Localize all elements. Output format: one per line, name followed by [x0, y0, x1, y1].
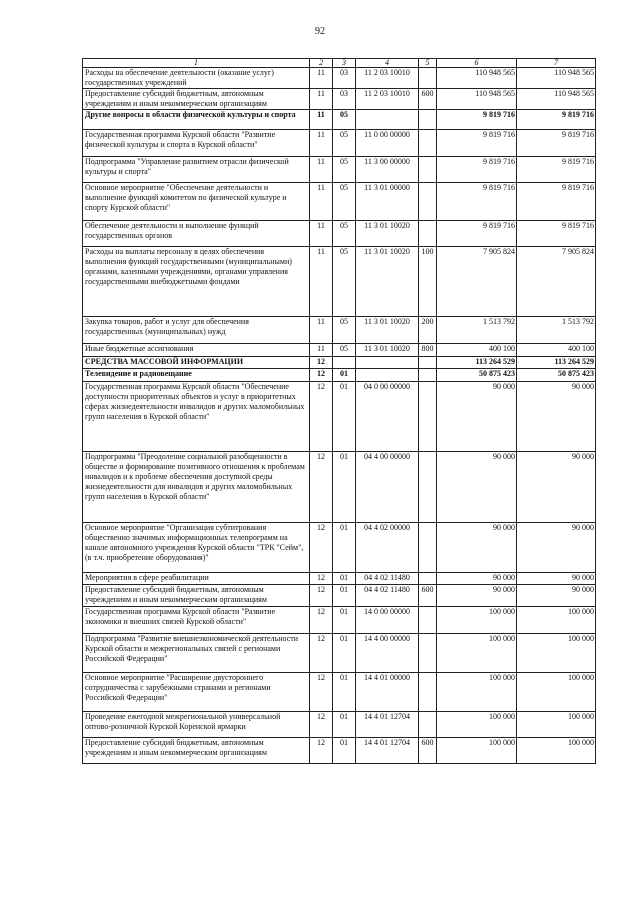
amount-cell: 7 905 824 [437, 247, 517, 317]
row-name-cell: Государственная программа Курской области "Развитие физической культуры и спорта в Курской области" [83, 130, 310, 157]
table-row [83, 110, 596, 130]
column-header: 5 [419, 59, 437, 68]
page-number: 92 [315, 26, 325, 37]
expense-type-cell [419, 607, 437, 634]
budget-table [82, 58, 596, 764]
amount-cell: 7 905 824 [517, 247, 596, 317]
section-code-cell: 12 [310, 357, 333, 369]
section-code-cell: 12 [310, 607, 333, 634]
target-article-cell: 11 2 03 10010 [356, 68, 419, 89]
subsection-code-cell: 01 [333, 712, 356, 738]
section-code-cell: 11 [310, 130, 333, 157]
section-code-cell: 11 [310, 344, 333, 357]
column-header: 3 [333, 59, 356, 68]
expense-type-cell: 600 [419, 738, 437, 764]
expense-type-cell [419, 573, 437, 585]
amount-cell: 90 000 [437, 573, 517, 585]
amount-cell: 113 264 529 [517, 357, 596, 369]
section-code-cell: 11 [310, 68, 333, 89]
amount-cell: 90 000 [517, 573, 596, 585]
row-name-cell: Основное мероприятие "Организация субтитрования общественно значимых информационных телепрограмм на канале автономного учреждения Курской области "ТРК "Сейм", (в т.ч. приобретение оборудования)" [83, 523, 310, 573]
subsection-code-cell: 05 [333, 247, 356, 317]
target-article-cell: 11 3 00 00000 [356, 157, 419, 183]
row-name-cell: Государственная программа Курской области "Развитие экономики и внешних связей Курской области" [83, 607, 310, 634]
table-row [83, 89, 596, 110]
amount-cell: 110 948 565 [437, 68, 517, 89]
section-code-cell: 11 [310, 317, 333, 344]
target-article-cell: 04 4 02 11480 [356, 573, 419, 585]
subsection-code-cell: 01 [333, 452, 356, 523]
section-code-cell: 11 [310, 89, 333, 110]
row-name-cell: Подпрограмма "Развитие внешнеэкономической деятельности Курской области и межрегиональных связей с регионами Российской Федерации" [83, 634, 310, 673]
column-header: 2 [310, 59, 333, 68]
section-code-cell: 12 [310, 452, 333, 523]
expense-type-cell [419, 382, 437, 452]
target-article-cell: 11 3 01 10020 [356, 317, 419, 344]
expense-type-cell: 600 [419, 89, 437, 110]
subsection-code-cell: 01 [333, 738, 356, 764]
amount-cell: 100 000 [437, 607, 517, 634]
amount-cell: 100 000 [517, 607, 596, 634]
table-row [83, 130, 596, 157]
subsection-code-cell: 01 [333, 673, 356, 712]
amount-cell: 90 000 [517, 452, 596, 523]
row-name-cell: Телевидение и радиовещание [83, 369, 310, 382]
amount-cell: 9 819 716 [517, 221, 596, 247]
subsection-code-cell: 01 [333, 634, 356, 673]
table-row [83, 452, 596, 523]
table-row [83, 634, 596, 673]
target-article-cell: 11 0 00 00000 [356, 130, 419, 157]
target-article-cell: 11 3 01 10020 [356, 221, 419, 247]
amount-cell: 100 000 [437, 673, 517, 712]
column-header: 1 [83, 59, 310, 68]
row-name-cell: Подпрограмма "Управление развитием отрасли физической культуры и спорта" [83, 157, 310, 183]
table-row [83, 607, 596, 634]
amount-cell: 90 000 [437, 452, 517, 523]
table-row [83, 382, 596, 452]
target-article-cell [356, 369, 419, 382]
amount-cell: 9 819 716 [437, 110, 517, 130]
expense-type-cell [419, 183, 437, 221]
amount-cell: 1 513 792 [437, 317, 517, 344]
section-code-cell: 12 [310, 738, 333, 764]
column-number-header-row [83, 59, 596, 68]
column-header: 4 [356, 59, 419, 68]
amount-cell: 110 948 565 [437, 89, 517, 110]
section-code-cell: 12 [310, 712, 333, 738]
amount-cell: 110 948 565 [517, 89, 596, 110]
amount-cell: 400 100 [517, 344, 596, 357]
row-name-cell: СРЕДСТВА МАССОВОЙ ИНФОРМАЦИИ [83, 357, 310, 369]
amount-cell: 1 513 792 [517, 317, 596, 344]
target-article-cell: 14 4 01 12704 [356, 712, 419, 738]
amount-cell: 113 264 529 [437, 357, 517, 369]
expense-type-cell: 200 [419, 317, 437, 344]
expense-type-cell: 600 [419, 585, 437, 607]
subsection-code-cell: 01 [333, 523, 356, 573]
amount-cell: 90 000 [437, 585, 517, 607]
expense-type-cell: 100 [419, 247, 437, 317]
expense-type-cell [419, 673, 437, 712]
subsection-code-cell: 05 [333, 317, 356, 344]
amount-cell: 9 819 716 [517, 130, 596, 157]
row-name-cell: Мероприятия в сфере реабилитации [83, 573, 310, 585]
amount-cell: 100 000 [517, 634, 596, 673]
table-row [83, 157, 596, 183]
expense-type-cell [419, 369, 437, 382]
expense-type-cell [419, 68, 437, 89]
subsection-code-cell: 01 [333, 573, 356, 585]
subsection-code-cell: 03 [333, 89, 356, 110]
expense-type-cell [419, 357, 437, 369]
row-name-cell: Предоставление субсидий бюджетным, автономным учреждениям и иным некоммерческим организациям [83, 89, 310, 110]
target-article-cell: 04 0 00 00000 [356, 382, 419, 452]
subsection-code-cell [333, 357, 356, 369]
target-article-cell [356, 357, 419, 369]
row-name-cell: Основное мероприятие "Обеспечение деятельности и выполнение функций комитетом по физической культуре и спорту Курской области" [83, 183, 310, 221]
table-row [83, 573, 596, 585]
table-row [83, 344, 596, 357]
amount-cell: 9 819 716 [517, 110, 596, 130]
expense-type-cell [419, 452, 437, 523]
amount-cell: 9 819 716 [517, 157, 596, 183]
amount-cell: 9 819 716 [437, 157, 517, 183]
target-article-cell [356, 110, 419, 130]
amount-cell: 100 000 [437, 738, 517, 764]
table-row [83, 357, 596, 369]
subsection-code-cell: 05 [333, 130, 356, 157]
section-code-cell: 11 [310, 110, 333, 130]
table-row [83, 712, 596, 738]
subsection-code-cell: 01 [333, 585, 356, 607]
expense-type-cell [419, 110, 437, 130]
amount-cell: 9 819 716 [437, 130, 517, 157]
row-name-cell: Основное мероприятие "Расширение двустороннего сотрудничества с зарубежными странами и регионами Российской Федерации" [83, 673, 310, 712]
amount-cell: 100 000 [517, 712, 596, 738]
amount-cell: 100 000 [517, 673, 596, 712]
target-article-cell: 14 4 00 00000 [356, 634, 419, 673]
table-row [83, 585, 596, 607]
column-header: 6 [437, 59, 517, 68]
column-header: 7 [517, 59, 596, 68]
amount-cell: 90 000 [437, 523, 517, 573]
row-name-cell: Обеспечение деятельности и выполнение функций государственных органов [83, 221, 310, 247]
subsection-code-cell: 01 [333, 382, 356, 452]
row-name-cell: Предоставление субсидий бюджетным, автономным учреждениям и иным некоммерческим организациям [83, 738, 310, 764]
amount-cell: 90 000 [517, 382, 596, 452]
target-article-cell: 04 4 00 00000 [356, 452, 419, 523]
expense-type-cell [419, 130, 437, 157]
amount-cell: 110 948 565 [517, 68, 596, 89]
amount-cell: 50 875 423 [517, 369, 596, 382]
section-code-cell: 12 [310, 673, 333, 712]
table-row [83, 369, 596, 382]
table-row [83, 221, 596, 247]
target-article-cell: 11 3 01 10020 [356, 344, 419, 357]
target-article-cell: 14 0 00 00000 [356, 607, 419, 634]
target-article-cell: 11 3 01 00000 [356, 183, 419, 221]
subsection-code-cell: 03 [333, 68, 356, 89]
amount-cell: 100 000 [437, 712, 517, 738]
expense-type-cell [419, 221, 437, 247]
row-name-cell: Иные бюджетные ассигнования [83, 344, 310, 357]
target-article-cell: 14 4 01 12704 [356, 738, 419, 764]
subsection-code-cell: 01 [333, 607, 356, 634]
amount-cell: 90 000 [517, 523, 596, 573]
amount-cell: 90 000 [517, 585, 596, 607]
amount-cell: 100 000 [517, 738, 596, 764]
amount-cell: 90 000 [437, 382, 517, 452]
table-row [83, 183, 596, 221]
table-row [83, 247, 596, 317]
expense-type-cell: 800 [419, 344, 437, 357]
section-code-cell: 12 [310, 573, 333, 585]
section-code-cell: 12 [310, 634, 333, 673]
section-code-cell: 11 [310, 183, 333, 221]
amount-cell: 9 819 716 [437, 221, 517, 247]
subsection-code-cell: 05 [333, 221, 356, 247]
section-code-cell: 12 [310, 523, 333, 573]
amount-cell: 100 000 [437, 634, 517, 673]
amount-cell: 400 100 [437, 344, 517, 357]
subsection-code-cell: 05 [333, 183, 356, 221]
expense-type-cell [419, 712, 437, 738]
target-article-cell: 04 4 02 00000 [356, 523, 419, 573]
table-row [83, 68, 596, 89]
row-name-cell: Подпрограмма "Преодоление социальной разобщенности в обществе и формирование позитивного отношения к проблемам инвалидов и к проблеме обеспечения доступной среды жизнедеятельности для инвалидов и других маломобильных групп населения в Курской области" [83, 452, 310, 523]
row-name-cell: Государственная программа Курской области "Обеспечение доступности приоритетных объектов и услуг в приоритетных сферах жизнедеятельности инвалидов и других маломобильных групп населения в Курской области" [83, 382, 310, 452]
row-name-cell: Расходы на выплаты персоналу в целях обеспечения выполнения функций государственными (муниципальными) органами, казенными учреждениями, органами управления государственными внебюджетными фондами [83, 247, 310, 317]
target-article-cell: 11 3 01 10020 [356, 247, 419, 317]
row-name-cell: Другие вопросы в области физической культуры и спорта [83, 110, 310, 130]
table-row [83, 523, 596, 573]
section-code-cell: 12 [310, 382, 333, 452]
amount-cell: 9 819 716 [437, 183, 517, 221]
row-name-cell: Предоставление субсидий бюджетным, автономным учреждениям и иным некоммерческим организациям [83, 585, 310, 607]
subsection-code-cell: 05 [333, 157, 356, 183]
amount-cell: 50 875 423 [437, 369, 517, 382]
subsection-code-cell: 01 [333, 369, 356, 382]
row-name-cell: Проведение ежегодной межрегиональной универсальной оптово-розничной Курской Коренской ярмарки [83, 712, 310, 738]
target-article-cell: 04 4 02 11480 [356, 585, 419, 607]
expense-type-cell [419, 634, 437, 673]
table-row [83, 738, 596, 764]
target-article-cell: 14 4 01 00000 [356, 673, 419, 712]
section-code-cell: 11 [310, 247, 333, 317]
table-row [83, 673, 596, 712]
expense-type-cell [419, 157, 437, 183]
section-code-cell: 12 [310, 369, 333, 382]
target-article-cell: 11 2 03 10010 [356, 89, 419, 110]
expense-type-cell [419, 523, 437, 573]
row-name-cell: Закупка товаров, работ и услуг для обеспечения государственных (муниципальных) нужд [83, 317, 310, 344]
section-code-cell: 11 [310, 221, 333, 247]
section-code-cell: 12 [310, 585, 333, 607]
subsection-code-cell: 05 [333, 110, 356, 130]
table-row [83, 317, 596, 344]
section-code-cell: 11 [310, 157, 333, 183]
row-name-cell: Расходы на обеспечение деятельности (оказание услуг) государственных учреждений [83, 68, 310, 89]
amount-cell: 9 819 716 [517, 183, 596, 221]
subsection-code-cell: 05 [333, 344, 356, 357]
